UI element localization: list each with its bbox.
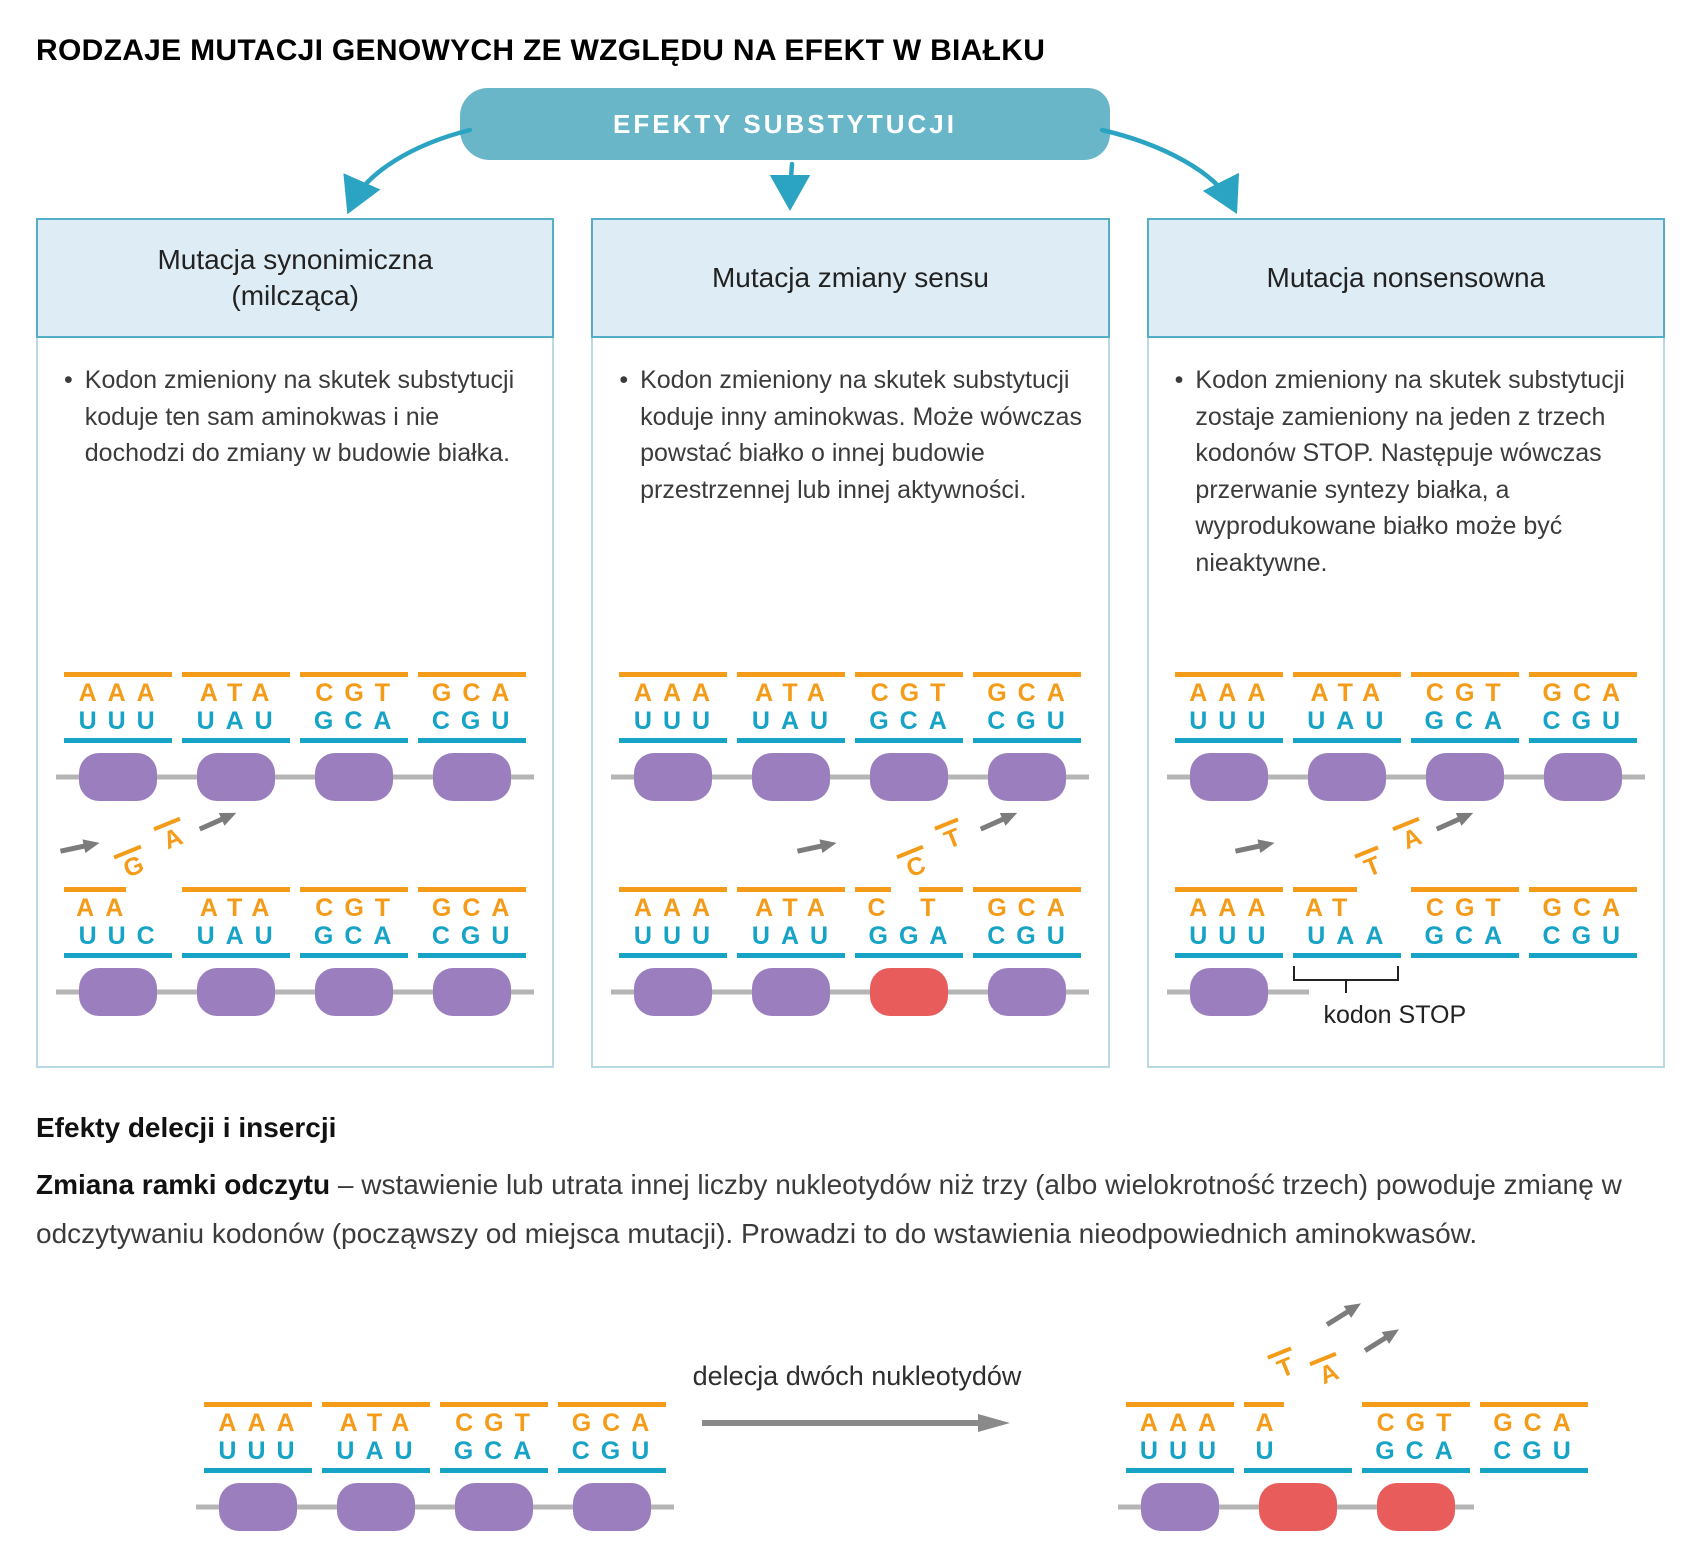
codon-diagram-mutated xyxy=(619,803,1081,1018)
codon-group xyxy=(64,672,172,743)
chain-cell xyxy=(737,753,845,801)
chain-cell xyxy=(64,753,172,801)
incoming-nucleotide: T xyxy=(1354,845,1389,883)
rna-codon: CGU xyxy=(1493,1437,1582,1465)
rna-codon: UUU xyxy=(1189,707,1277,735)
substitution-in-arrow-icon xyxy=(794,835,840,860)
box-missense-mutation xyxy=(591,218,1109,1068)
amino-acid-purple xyxy=(219,1483,297,1531)
amino-acid-purple xyxy=(197,968,275,1016)
rna-codon: UAU xyxy=(196,707,284,735)
dna-codon: GCA xyxy=(571,1409,661,1437)
amino-acid-purple xyxy=(1190,968,1268,1016)
outgoing-nucleotide: T xyxy=(935,817,970,855)
codon-group-mutated xyxy=(855,887,963,958)
dna-codon: ATA xyxy=(1310,679,1392,707)
amino-acid-purple xyxy=(988,753,1066,801)
substitution-effects-banner xyxy=(460,88,1110,160)
rna-codon: UUU xyxy=(218,1437,306,1465)
rna-codon: UUU xyxy=(78,707,166,735)
codon-group xyxy=(1126,1402,1234,1473)
amino-acid-purple xyxy=(1544,753,1622,801)
outgoing-nucleotide: A xyxy=(1392,817,1430,856)
codon-diagram-mutated xyxy=(1175,803,1637,1029)
codon-group xyxy=(973,887,1081,958)
chain-cell xyxy=(300,968,408,1016)
chain-cell xyxy=(973,753,1081,801)
dna-strand-segment xyxy=(855,887,891,892)
dna-codon: ATA xyxy=(755,679,836,707)
dna-codon: AAA xyxy=(78,679,166,707)
rna-codon: GCA xyxy=(1424,922,1514,950)
box-body xyxy=(593,338,1107,1066)
rna-codon: GCA xyxy=(1424,707,1514,735)
codon-group xyxy=(855,672,963,743)
dna-codon: ATA xyxy=(755,894,836,922)
amino-acid-purple xyxy=(634,968,712,1016)
rna-codon: CGU xyxy=(1542,707,1632,735)
substitution-out-arrow-icon xyxy=(976,805,1023,838)
codon-group-mutated xyxy=(1293,887,1401,958)
dna-base: C xyxy=(867,894,886,922)
amino-acid-purple xyxy=(79,968,157,1016)
dna-codon: AAA xyxy=(633,679,722,707)
rna-codon: UUC xyxy=(78,922,166,950)
codon-group xyxy=(1480,1402,1588,1473)
amino-acid-purple xyxy=(870,753,948,801)
chain-cell xyxy=(418,968,526,1016)
amino-acid-red xyxy=(1259,1483,1337,1531)
amino-acid-chain xyxy=(619,966,1081,1018)
chain-cell xyxy=(1244,1483,1352,1531)
dna-strand-segment xyxy=(1244,1402,1284,1407)
chain-cell xyxy=(182,968,290,1016)
codon-row xyxy=(619,672,1081,743)
rna-codon: UAU xyxy=(196,922,284,950)
deletion-out-arrow-icon xyxy=(1359,1322,1405,1359)
dna-codon: ATA xyxy=(199,679,281,707)
deletion-label: delecja dwóch nukleotydów xyxy=(692,1361,1022,1391)
codon-group xyxy=(300,887,408,958)
frameshift-text: – wstawienie lub utrata innej liczby nukleotydów niż trzy (albo wielokrotność trzech) powoduje zmianę w odczytywaniu kodonów (począwszy od miejsca mutacji). Prowadzi to do wstawienia nieodpowiednich aminokwasów. xyxy=(36,1169,1622,1249)
box-header-line1: Mutacja nonsensowna xyxy=(1266,261,1546,293)
codon-group xyxy=(300,672,408,743)
rna-codon: CGU xyxy=(987,922,1076,950)
box-synonymous-mutation xyxy=(36,218,554,1068)
chain-cell xyxy=(619,968,727,1016)
rna-codon: GCA xyxy=(313,922,403,950)
codon-group xyxy=(1175,672,1283,743)
amino-acid-chain xyxy=(64,751,526,803)
codon-group xyxy=(1362,1402,1470,1473)
amino-acid-purple xyxy=(433,753,511,801)
deletion-annotation xyxy=(692,1306,1022,1439)
codon-diagram-mutated xyxy=(64,803,526,1018)
dna-base: T xyxy=(920,894,936,922)
dna-codon: AA xyxy=(76,894,135,922)
codon-group xyxy=(737,887,845,958)
deleted-nucleotide: T xyxy=(1267,1346,1302,1384)
chain-cell xyxy=(1411,753,1519,801)
codon-group-mutated xyxy=(64,887,172,958)
chain-cell xyxy=(558,1483,666,1531)
chain-cell xyxy=(855,968,963,1016)
box-nonsense-mutation xyxy=(1147,218,1665,1068)
rna-codon: UAU xyxy=(751,922,840,950)
rna-codon: UAU xyxy=(751,707,840,735)
amino-acid-purple xyxy=(1308,753,1386,801)
codon-diagram-original xyxy=(1175,672,1637,803)
codon-group xyxy=(973,672,1081,743)
codon-group xyxy=(1411,672,1519,743)
codon-diagram-before-deletion xyxy=(204,1306,666,1533)
codon-group xyxy=(322,1402,430,1473)
deletion-process-arrow-icon xyxy=(702,1412,1012,1434)
amino-acid-purple xyxy=(573,1483,651,1531)
chain-cell xyxy=(64,968,172,1016)
deletion-insertion-heading: Efekty delecji i insercji xyxy=(36,1112,337,1143)
chain-cell xyxy=(204,1483,312,1531)
codon-group xyxy=(418,672,526,743)
chain-cell xyxy=(737,968,845,1016)
dna-codon: GCA xyxy=(1542,894,1632,922)
chain-cell xyxy=(1175,968,1283,1016)
dna-codon: GCA xyxy=(987,679,1076,707)
amino-acid-purple xyxy=(752,968,830,1016)
chain-cell xyxy=(440,1483,548,1531)
box-body xyxy=(38,338,552,1066)
amino-acid-purple xyxy=(315,753,393,801)
amino-acid-chain xyxy=(619,751,1081,803)
codon-group xyxy=(619,887,727,958)
chain-cell xyxy=(855,753,963,801)
bullet-text: • Kodon zmieniony na skutek substytucji zostaje zamieniony na jeden z trzech kodonów STOP. Następuje wówczas przerwanie syntezy białka, a wyprodukowane białko może być nieaktywne. xyxy=(1171,362,1641,658)
codon-group xyxy=(1529,887,1637,958)
codon-row xyxy=(204,1402,666,1473)
dna-codon: CGT xyxy=(1425,679,1512,707)
dna-codon: GCA xyxy=(1542,679,1632,707)
dna-codon: GCA xyxy=(987,894,1076,922)
dna-codon: AAA xyxy=(1189,894,1277,922)
mutation-boxes xyxy=(36,218,1665,1068)
amino-acid-chain xyxy=(204,1481,666,1533)
frameshift-paragraph xyxy=(36,1160,1665,1258)
box-header-line1: Mutacja synonimiczna xyxy=(157,243,433,275)
dna-codon: CGT xyxy=(1425,894,1512,922)
rna-codon: UUU xyxy=(633,707,722,735)
amino-acid-red xyxy=(870,968,948,1016)
substitution-in-arrow-icon xyxy=(1232,835,1278,860)
amino-acid-purple xyxy=(79,753,157,801)
chain-cell xyxy=(418,753,526,801)
incoming-nucleotide: C xyxy=(897,845,935,884)
bullet-text: • Kodon zmieniony na skutek substytucji koduje ten sam aminokwas i nie dochodzi do zmiany w budowie białka. xyxy=(60,362,530,658)
rna-codon: UAU xyxy=(1307,707,1395,735)
codon-group xyxy=(182,672,290,743)
dna-codon: AAA xyxy=(1139,1409,1228,1437)
rna-codon: GGA xyxy=(868,922,959,950)
rna-codon: U xyxy=(1255,1437,1285,1465)
amino-acid-chain xyxy=(1175,751,1637,803)
rna-codon: GCA xyxy=(1375,1437,1464,1465)
codon-group xyxy=(1529,672,1637,743)
frameshift-term: Zmiana ramki odczytu xyxy=(36,1169,331,1200)
dna-codon: CGT xyxy=(455,1409,541,1437)
codon-row-mutated xyxy=(64,822,526,958)
amino-acid-purple xyxy=(433,968,511,1016)
rna-codon: UUU xyxy=(633,922,722,950)
codon-group xyxy=(1293,672,1401,743)
stop-codon-bracket xyxy=(1293,966,1399,981)
box-header-line1: Mutacja zmiany sensu xyxy=(711,261,989,293)
banner-zone xyxy=(36,84,1665,218)
codon-group xyxy=(182,887,290,958)
dna-codon: CGT xyxy=(1376,1409,1463,1437)
page-title: RODZAJE MUTACJI GENOWYCH ZE WZGLĘDU NA EFEKT W BIAŁKU xyxy=(36,34,1046,67)
dna-codon: CGT xyxy=(315,679,402,707)
dna-codon-split xyxy=(855,894,963,922)
amino-acid-chain xyxy=(64,966,526,1018)
codon-group xyxy=(204,1402,312,1473)
mutation-diagram-page xyxy=(0,34,1701,1533)
box-header xyxy=(36,218,554,338)
amino-acid-purple xyxy=(752,753,830,801)
rna-codon: CGU xyxy=(987,707,1076,735)
amino-acid-purple xyxy=(315,968,393,1016)
rna-codon: CGU xyxy=(1542,922,1632,950)
dna-codon: CGT xyxy=(315,894,402,922)
codon-group xyxy=(558,1402,666,1473)
dna-codon: AAA xyxy=(1189,679,1277,707)
rna-codon: CGU xyxy=(571,1437,661,1465)
amino-acid-purple xyxy=(455,1483,533,1531)
outgoing-nucleotide: A xyxy=(153,817,191,856)
incoming-nucleotide: G xyxy=(113,845,152,885)
rna-codon: UAU xyxy=(336,1437,424,1465)
codon-row xyxy=(1175,672,1637,743)
dna-codon: AAA xyxy=(218,1409,306,1437)
codon-group xyxy=(440,1402,548,1473)
amino-acid-purple xyxy=(197,753,275,801)
amino-acid-purple xyxy=(1426,753,1504,801)
amino-acid-chain xyxy=(1126,1481,1588,1533)
dna-codon: A xyxy=(1255,1409,1285,1437)
codon-row xyxy=(64,672,526,743)
bullet-text: • Kodon zmieniony na skutek substytucji koduje inny aminokwas. Może wówczas powstać białko o innej budowie przestrzennej lub innej aktywności. xyxy=(615,362,1085,658)
dna-codon: AAA xyxy=(633,894,722,922)
codon-group xyxy=(1175,887,1283,958)
dna-codon: ATA xyxy=(199,894,281,922)
codon-group xyxy=(418,887,526,958)
amino-acid-purple xyxy=(988,968,1066,1016)
stop-codon-label: kodon STOP xyxy=(1323,1001,1467,1029)
chain-cell xyxy=(619,753,727,801)
amino-acid-purple xyxy=(1141,1483,1219,1531)
dna-codon: CGT xyxy=(870,679,957,707)
codon-row-mutated xyxy=(1126,1351,1588,1473)
codon-group xyxy=(1411,887,1519,958)
dna-codon: GCA xyxy=(431,679,521,707)
chain-cell xyxy=(973,968,1081,1016)
chain-cell xyxy=(182,753,290,801)
codon-diagram-original xyxy=(619,672,1081,803)
rna-codon: GCA xyxy=(453,1437,543,1465)
codon-diagram-after-deletion xyxy=(1126,1306,1588,1533)
substitution-out-arrow-icon xyxy=(1431,805,1478,838)
dna-strand-segment xyxy=(64,887,126,892)
box-body xyxy=(1149,338,1663,1066)
chain-cell xyxy=(1126,1483,1234,1531)
banner-label: EFEKTY SUBSTYTUCJI xyxy=(613,108,957,139)
chain-cell xyxy=(1362,1483,1470,1531)
codon-group-mutated xyxy=(1244,1402,1352,1473)
amino-acid-purple xyxy=(1190,753,1268,801)
frameshift-diagram-row xyxy=(36,1306,1665,1533)
box-header xyxy=(1147,218,1665,338)
rna-codon: CGU xyxy=(431,707,521,735)
dna-strand-segment xyxy=(919,887,963,892)
dna-strand-segment xyxy=(1293,887,1357,892)
substitution-in-arrow-icon xyxy=(57,835,103,860)
chain-cell xyxy=(1529,753,1637,801)
rna-codon: UUU xyxy=(1189,922,1277,950)
box-header-line2: (milcząca) xyxy=(231,280,359,311)
deletion-out-arrow-icon xyxy=(1321,1296,1367,1333)
deleted-nucleotide: A xyxy=(1309,1352,1347,1391)
dna-codon: AT xyxy=(1304,894,1359,922)
dna-codon: GCA xyxy=(1493,1409,1582,1437)
dna-codon: ATA xyxy=(339,1409,421,1437)
box-header xyxy=(591,218,1109,338)
codon-group xyxy=(737,672,845,743)
rna-codon: UAA xyxy=(1307,922,1395,950)
rna-codon: GCA xyxy=(313,707,403,735)
dna-codon: GCA xyxy=(431,894,521,922)
rna-codon: CGU xyxy=(431,922,521,950)
substitution-out-arrow-icon xyxy=(195,805,242,838)
chain-cell xyxy=(1175,753,1283,801)
chain-cell xyxy=(322,1483,430,1531)
rna-codon: GCA xyxy=(869,707,958,735)
rna-codon: UUU xyxy=(1139,1437,1228,1465)
codon-diagram-original xyxy=(64,672,526,803)
amino-acid-purple xyxy=(337,1483,415,1531)
codon-group xyxy=(619,672,727,743)
chain-cell xyxy=(300,753,408,801)
codon-row-mutated xyxy=(619,822,1081,958)
codon-row-mutated xyxy=(1175,822,1637,958)
chain-cell xyxy=(1293,753,1401,801)
amino-acid-purple xyxy=(634,753,712,801)
amino-acid-red xyxy=(1377,1483,1455,1531)
